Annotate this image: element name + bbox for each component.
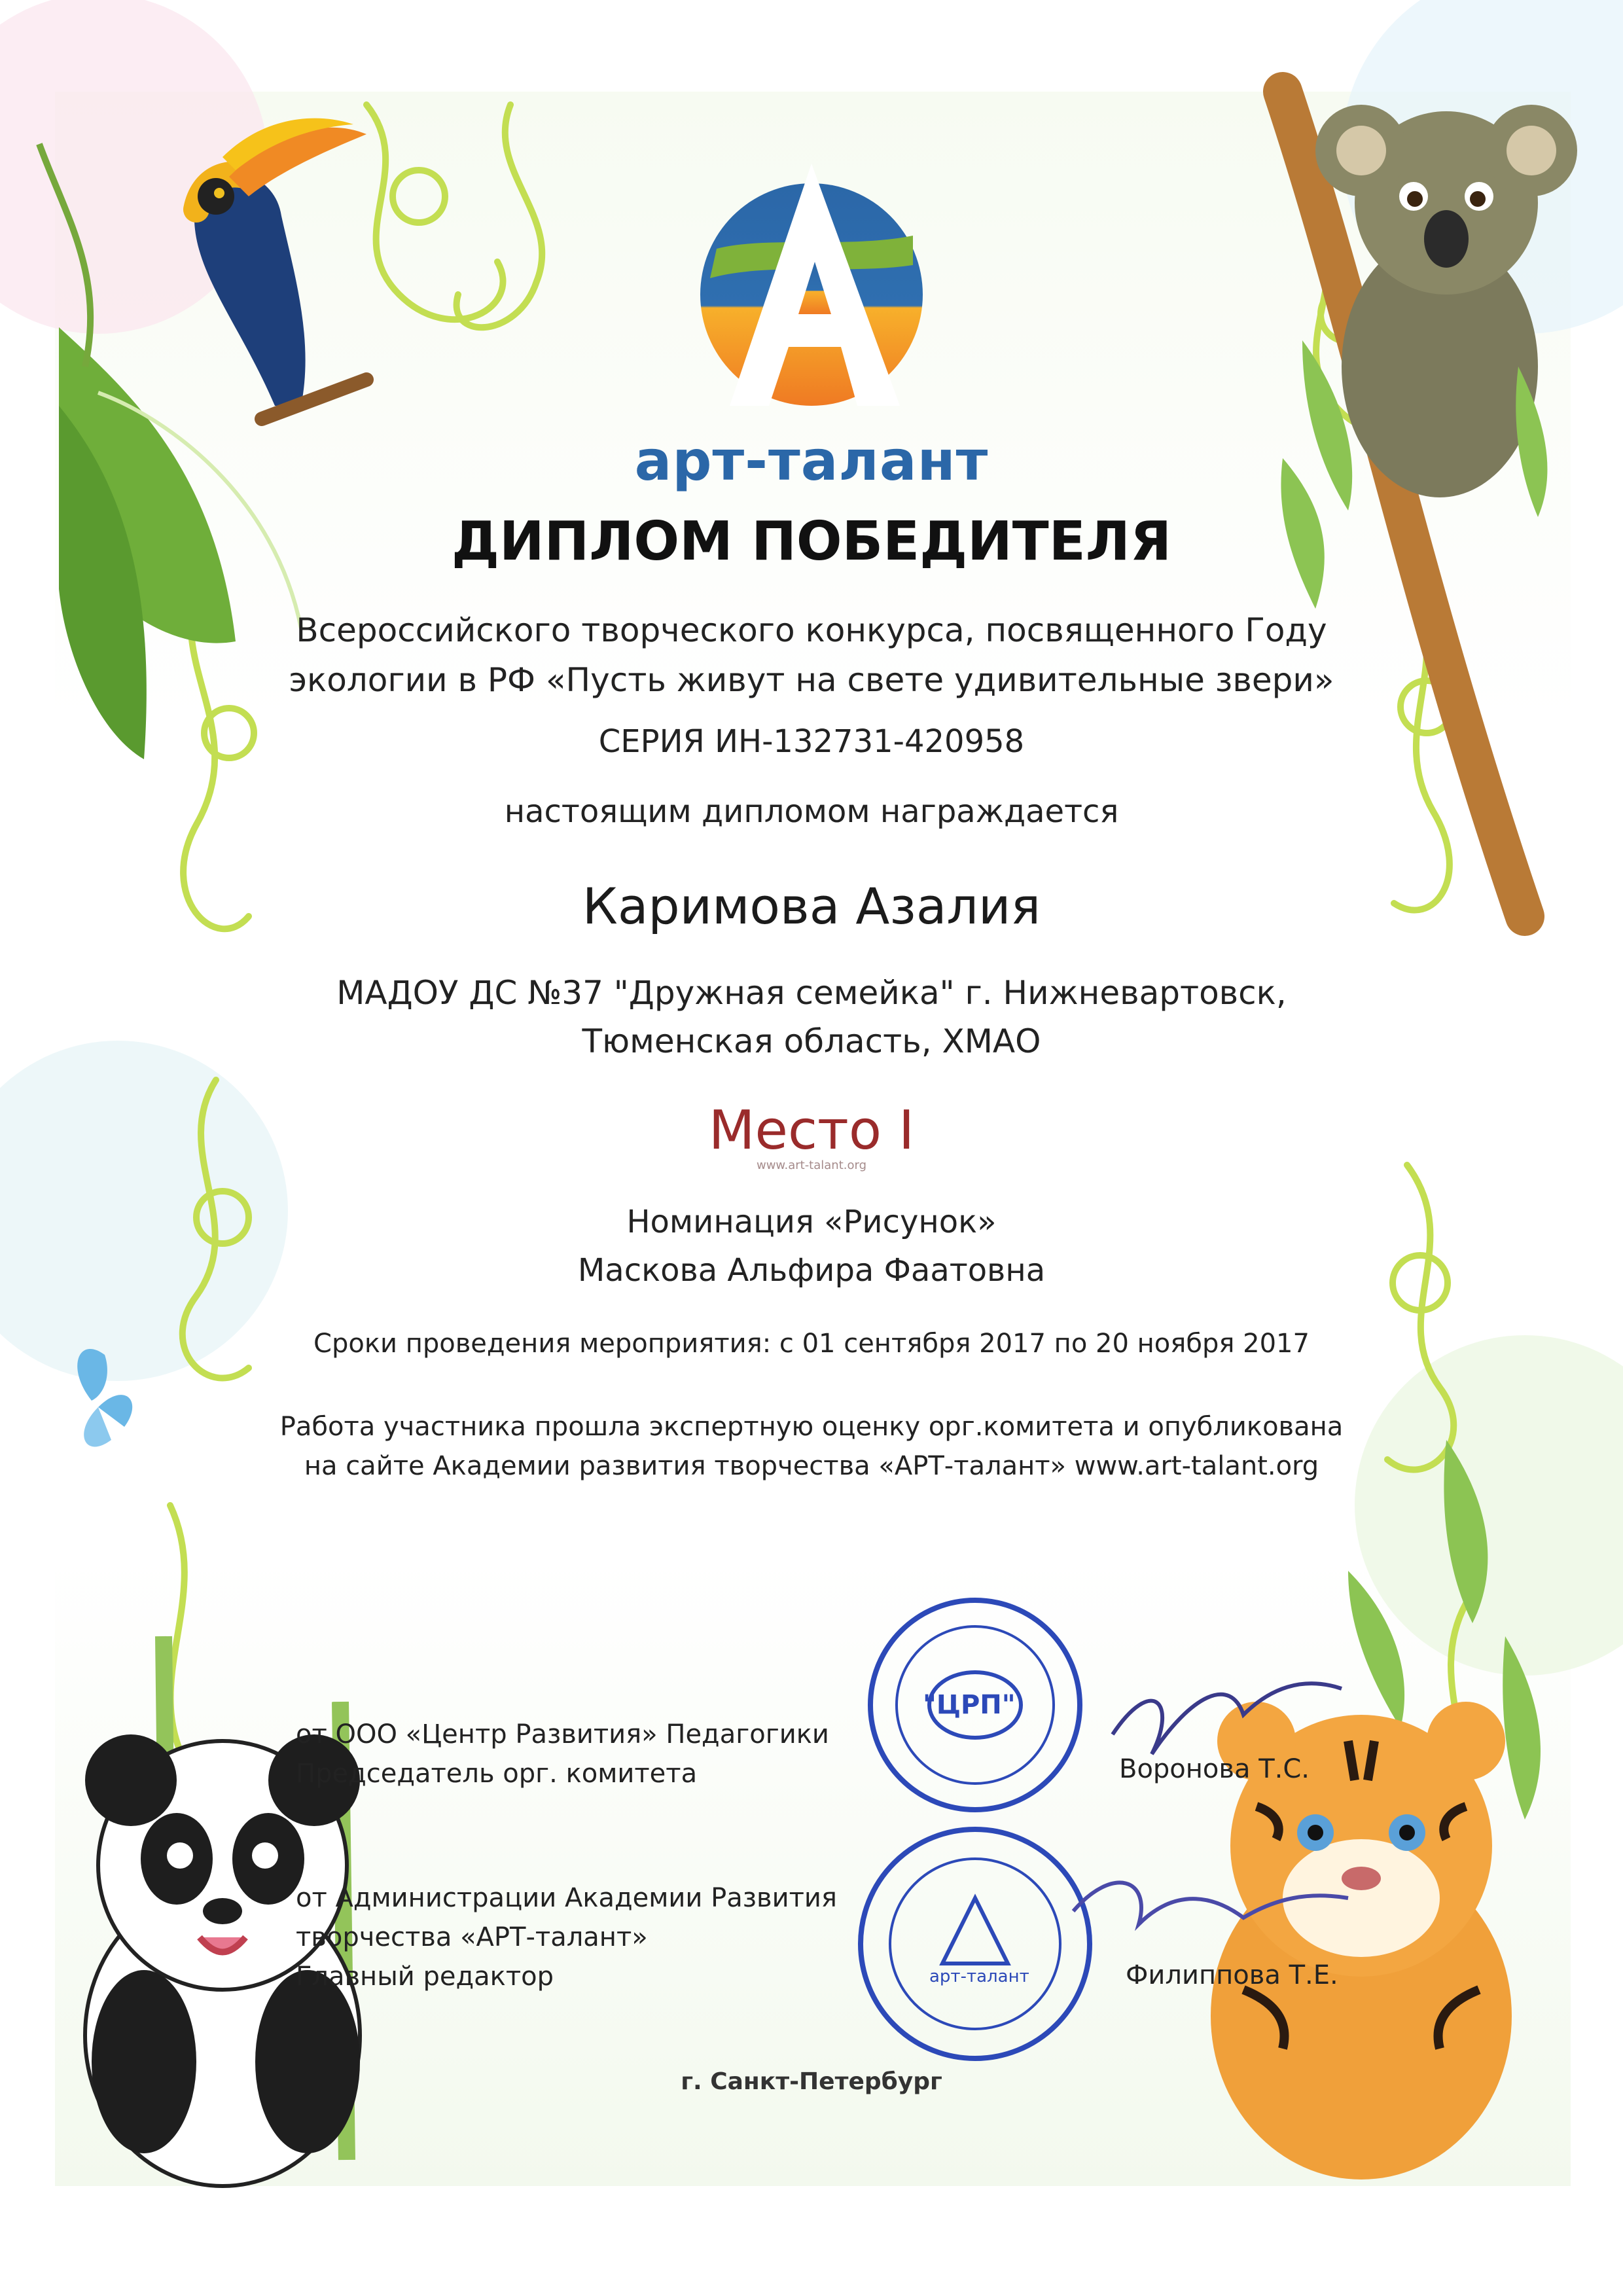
signature-block-committee — [296, 1715, 829, 1793]
place-award: Место I — [708, 1100, 915, 1162]
recipient-organization — [0, 969, 1623, 1066]
contest-description-line1: Всероссийского творческого конкурса, посвященного Году — [296, 611, 1327, 649]
editor-signer-name: Филиппова Т.Е. — [1126, 1960, 1338, 1990]
editor-role: Главный редактор — [296, 1962, 554, 1992]
contest-description-line2: экологии в РФ «Пусть живут на свете удивительные звери» — [289, 661, 1334, 699]
stamp-art-talant — [861, 1829, 1090, 2058]
committee-org: от ООО «Центр Развития» Педагогики — [296, 1719, 829, 1749]
event-dates: Сроки проведения мероприятия: с 01 сентября 2017 по 20 ноября 2017 — [313, 1329, 1310, 1359]
editor-org-line2: творчества «АРТ-талант» — [296, 1922, 648, 1952]
stamp-art-talant-text: арт-талант — [929, 1967, 1029, 1986]
publication-note — [0, 1407, 1623, 1486]
diploma-series: СЕРИЯ ИН-132731-420958 — [598, 723, 1025, 760]
green-glow-right — [1355, 1335, 1623, 1676]
city-footer: г. Санкт-Петербург — [681, 2068, 942, 2095]
nomination-block — [0, 1198, 1623, 1295]
art-talant-logo — [690, 151, 933, 425]
logo-emblem-icon — [690, 151, 933, 425]
signature-block-editor — [296, 1878, 837, 1996]
contest-description — [0, 605, 1623, 705]
recipient-name: Каримова Азалия — [582, 877, 1041, 935]
logo-wordmark: арт-талант — [634, 429, 989, 493]
organization-line1: МАДОУ ДС №37 "Дружная семейка" г. Нижневартовск, — [336, 974, 1287, 1012]
organization-line2: Тюменская область, ХМАО — [582, 1022, 1041, 1060]
committee-signer-name: Воронова Т.С. — [1119, 1754, 1310, 1784]
committee-role: Председатель орг. комитета — [296, 1759, 698, 1789]
supervisor-name: Маскова Альфира Фаатовна — [577, 1252, 1046, 1289]
diploma-title: ДИПЛОМ ПОБЕДИТЕЛЯ — [452, 511, 1171, 573]
publication-line1: Работа участника прошла экспертную оценку орг.комитета и опубликована — [279, 1412, 1344, 1442]
place-watermark: www.art-talant.org — [756, 1158, 867, 1172]
stamp-crp-text: "ЦРП" — [923, 1690, 1016, 1720]
editor-org-line1: от Администрации Академии Развития — [296, 1883, 837, 1913]
awarded-text: настоящим дипломом награждается — [504, 793, 1119, 830]
nomination-title: Номинация «Рисунок» — [626, 1204, 997, 1240]
publication-line2: на сайте Академии развития творчества «АРТ-талант» www.art-talant.org — [304, 1451, 1319, 1481]
